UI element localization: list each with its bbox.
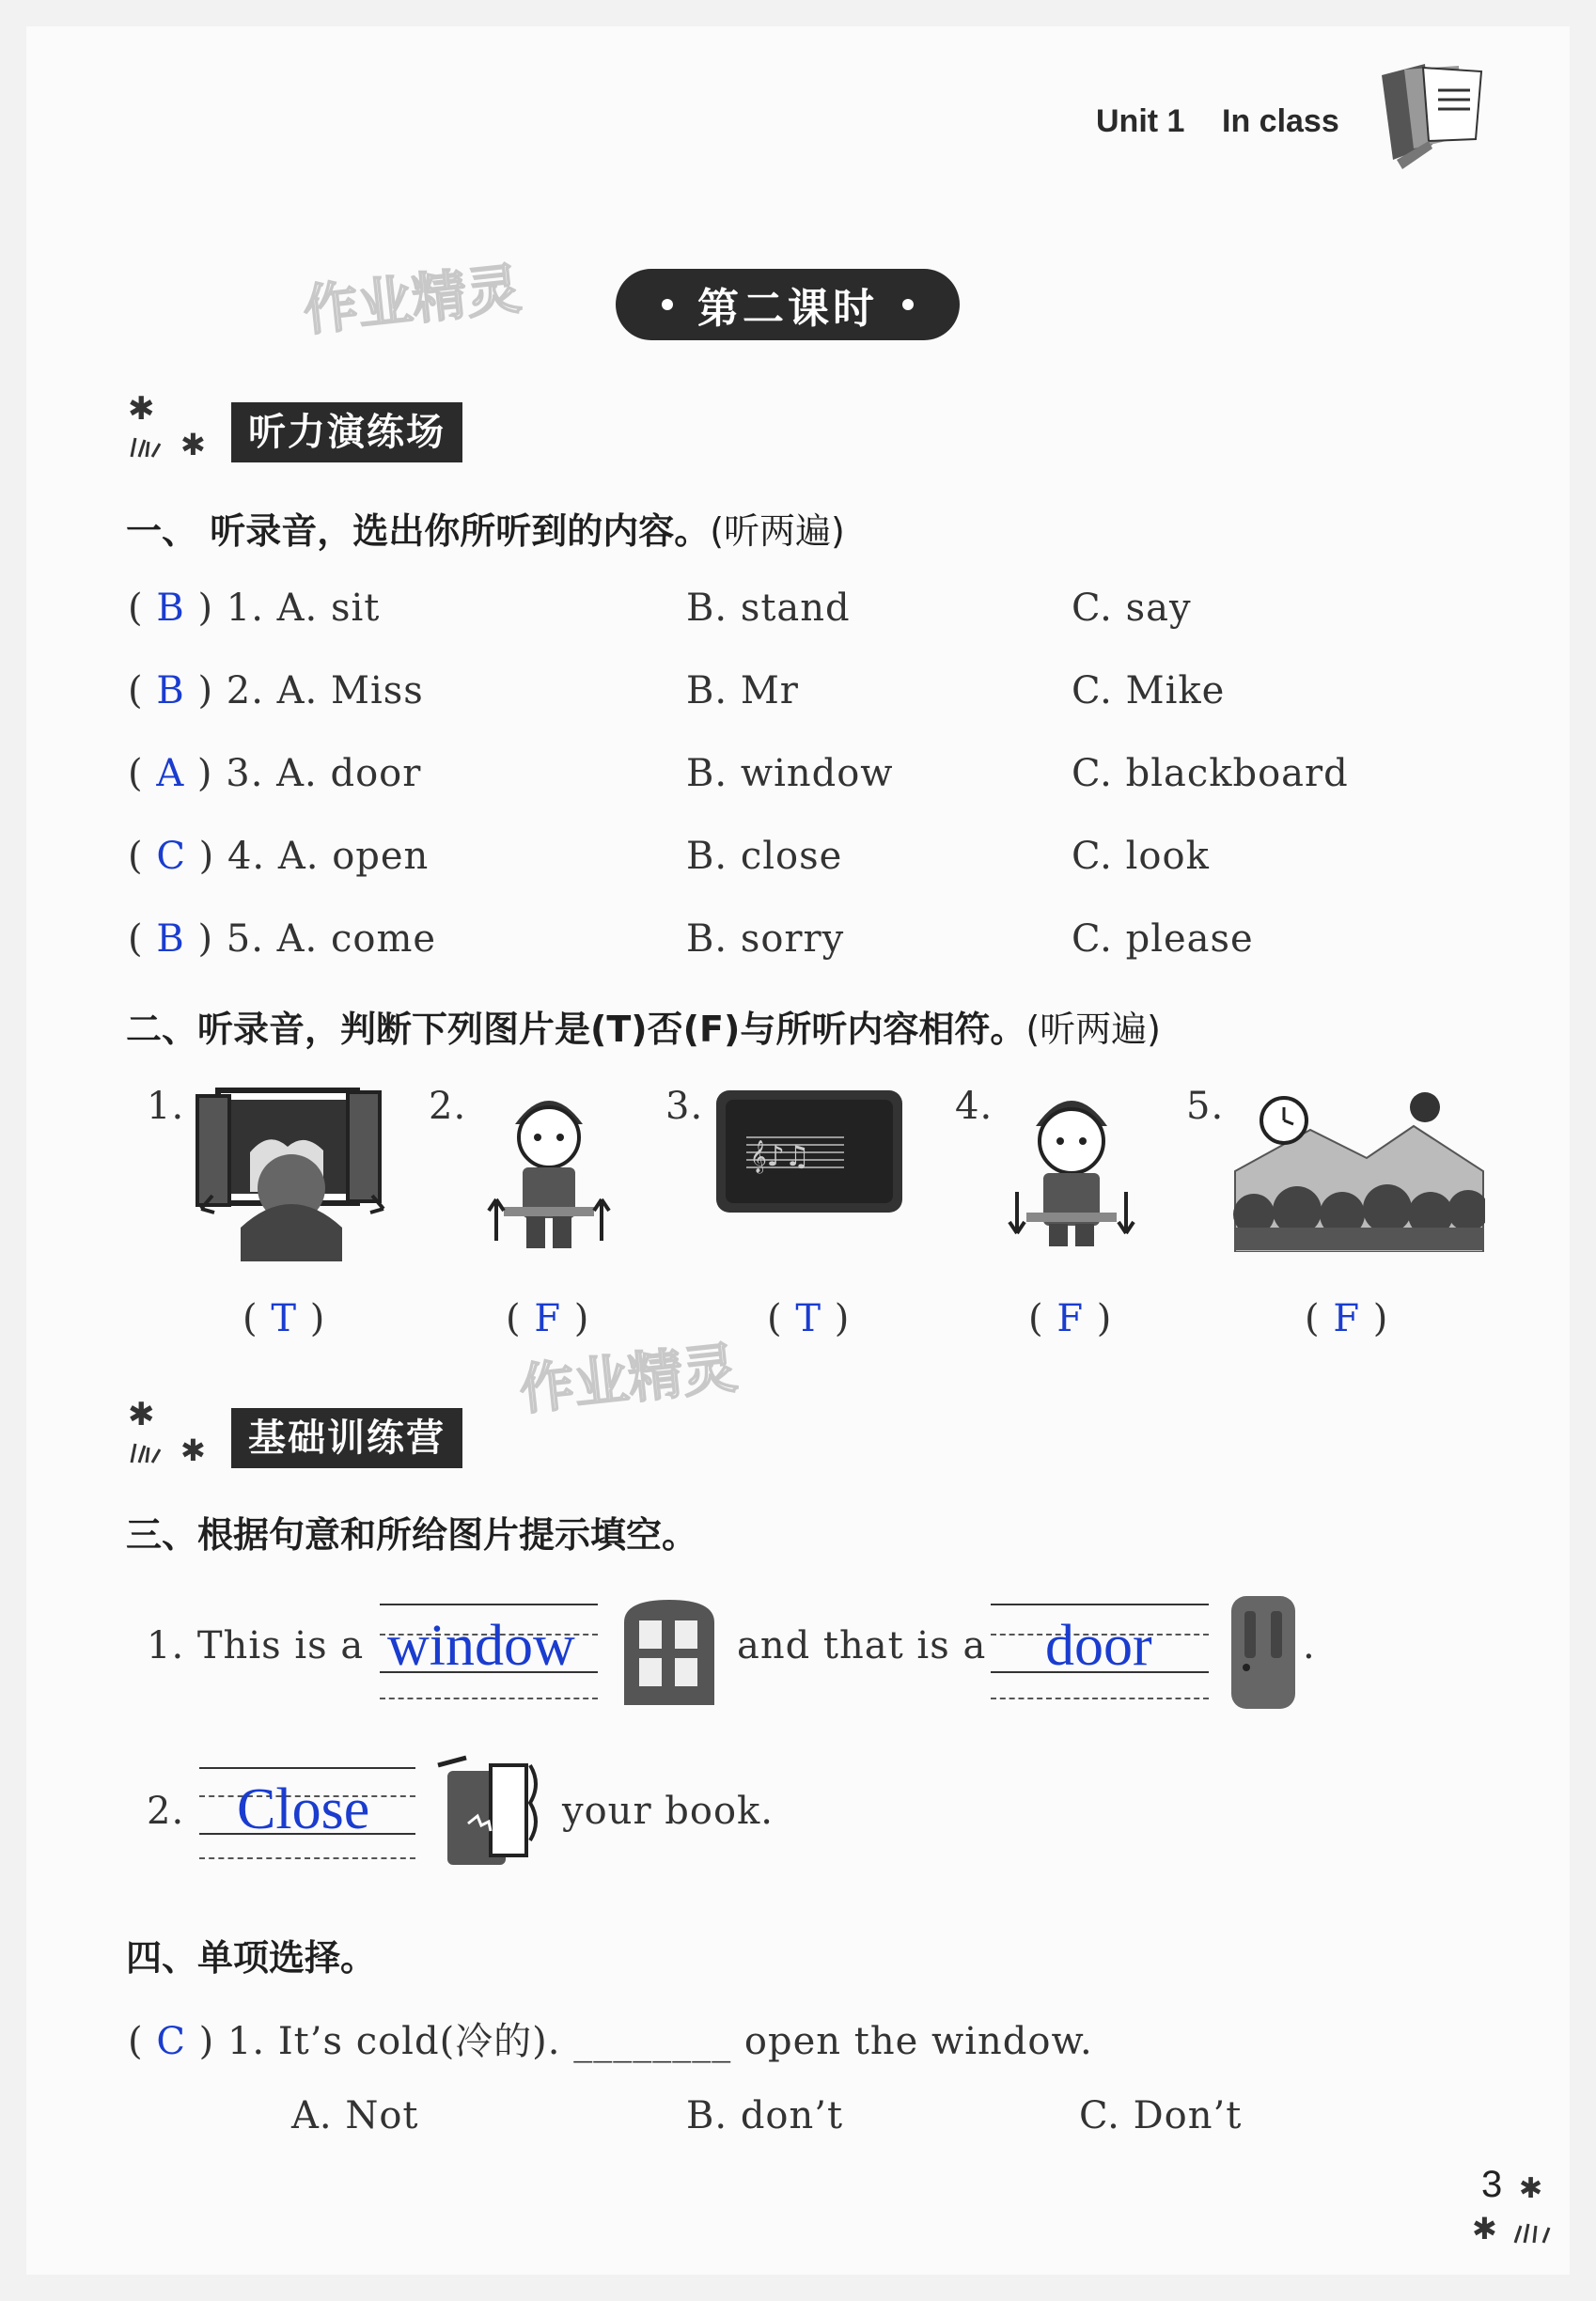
book-stack-icon [1376, 62, 1489, 179]
q4-option-a: A. Not [291, 2094, 419, 2137]
blank-line [380, 1604, 598, 1605]
open-window-icon [194, 1087, 393, 1265]
q2-title: 二、听录音，判断下列图片是(T)否(F)与所听内容相符。(听两遍) [126, 1009, 1162, 1050]
svg-text:✱: ✱ [128, 390, 155, 428]
item-number: 5. [226, 917, 264, 961]
watermark: 作业精灵 [516, 1336, 741, 1422]
boy-sit-down-icon [476, 1087, 622, 1261]
q1-item-3: ( A ) 3. A. door [128, 752, 422, 795]
answer: F [534, 1297, 562, 1340]
q4-title: 四、单项选择。 [126, 1937, 377, 1979]
q3-s2-num: 2. [147, 1790, 185, 1833]
flower-grass-icon [124, 385, 222, 461]
svg-text:✱: ✱ [180, 427, 206, 461]
answer: A [156, 752, 185, 795]
section-listening: 听力演练场 [231, 402, 462, 462]
unit-title: In class [1222, 103, 1339, 139]
fill-close: Close [237, 1777, 370, 1841]
blank-line [991, 1604, 1209, 1605]
fill-window: window [387, 1614, 575, 1678]
unit-label: Unit 1 [1096, 103, 1185, 139]
q1-item-1: ( B ) 1. A. sit [128, 587, 381, 630]
option-b: B. stand [686, 587, 851, 630]
flower-grass-icon [124, 1391, 222, 1466]
q1-item-5: ( B ) 5. A. come [128, 917, 437, 961]
option-a: A. sit [276, 587, 381, 630]
q3-s1-mid: and that is a [737, 1624, 987, 1667]
svg-text:✱: ✱ [180, 1432, 206, 1466]
close-book-icon [434, 1752, 547, 1876]
answer: F [1333, 1297, 1361, 1340]
q1-item-2: ( B ) 2. A. Miss [128, 669, 424, 712]
q2-num-1: 1. [147, 1085, 185, 1128]
option-c: C. Mike [1072, 669, 1226, 712]
q2-answer-1: ( T ) [243, 1297, 326, 1340]
answer: B [156, 917, 185, 961]
blackboard-icon [712, 1087, 906, 1216]
option-b: B. sorry [686, 917, 845, 961]
option-b: B. Mr [686, 669, 799, 712]
blank-line [380, 1698, 598, 1699]
q1-item-4: ( C ) 4. A. open [128, 835, 430, 878]
option-a: A. come [276, 917, 437, 961]
option-a: A. Miss [276, 669, 424, 712]
q2-num-4: 4. [955, 1085, 994, 1128]
option-c: C. say [1072, 587, 1192, 630]
q4-item-1: ( C ) 1. It’s cold(冷的). ________ open the window. [128, 2020, 1093, 2063]
boy-stand-up-icon [998, 1087, 1145, 1265]
q2-num-5: 5. [1186, 1085, 1225, 1128]
q2-answer-4: ( F ) [1028, 1297, 1113, 1340]
svg-text:✱: ✱ [1472, 2211, 1497, 2246]
blank-line [199, 1767, 415, 1769]
q4-option-c: C. Don’t [1079, 2094, 1243, 2137]
window-icon [617, 1596, 722, 1707]
item-number: 3. [226, 752, 264, 795]
answer: T [795, 1297, 822, 1340]
svg-text:✱: ✱ [1519, 2172, 1543, 2205]
lesson-title: 第二课时 [616, 269, 960, 340]
q2-num-2: 2. [429, 1085, 467, 1128]
option-c: C. blackboard [1072, 752, 1349, 795]
option-b: B. window [686, 752, 894, 795]
blank-line [199, 1857, 415, 1859]
q3-s1-pre: 1. This is a [147, 1624, 365, 1667]
item-number: 4. [227, 835, 266, 878]
q3-title: 三、根据句意和所给图片提示填空。 [126, 1514, 698, 1556]
item-number: 2. [226, 669, 264, 712]
answer: B [156, 669, 185, 712]
q4-option-b: B. don’t [686, 2094, 844, 2137]
page-number: 3 [1481, 2164, 1503, 2205]
q2-answer-3: ( T ) [767, 1297, 851, 1340]
q3-s1-end: . [1303, 1624, 1316, 1667]
svg-text:✱: ✱ [128, 1396, 155, 1433]
answer: B [156, 587, 185, 630]
option-a: A. door [276, 752, 422, 795]
watermark: 作业精灵 [300, 257, 524, 343]
q1-title: 一、 听录音，选出你所听到的内容。(听两遍) [126, 510, 845, 552]
flower-grass-icon [1466, 2162, 1566, 2252]
option-c: C. please [1072, 917, 1254, 961]
blank-line [991, 1698, 1209, 1699]
answer: T [271, 1297, 298, 1340]
q2-num-3: 3. [665, 1085, 704, 1128]
option-c: C. look [1072, 835, 1210, 878]
q2-answer-2: ( F ) [506, 1297, 590, 1340]
option-a: A. open [277, 835, 430, 878]
answer: C [156, 2020, 186, 2063]
door-icon [1228, 1592, 1299, 1713]
landscape-clock-icon [1231, 1087, 1485, 1252]
fill-door: door [1045, 1614, 1152, 1678]
q3-s2-post: your book. [562, 1790, 774, 1833]
answer: C [156, 835, 186, 878]
q2-answer-5: ( F ) [1305, 1297, 1389, 1340]
section-basic: 基础训练营 [231, 1408, 462, 1468]
item-number: 1. [226, 587, 264, 630]
svg-text:𝄞♪♫: 𝄞♪♫ [750, 1140, 810, 1173]
option-b: B. close [686, 835, 843, 878]
answer: F [1056, 1297, 1085, 1340]
